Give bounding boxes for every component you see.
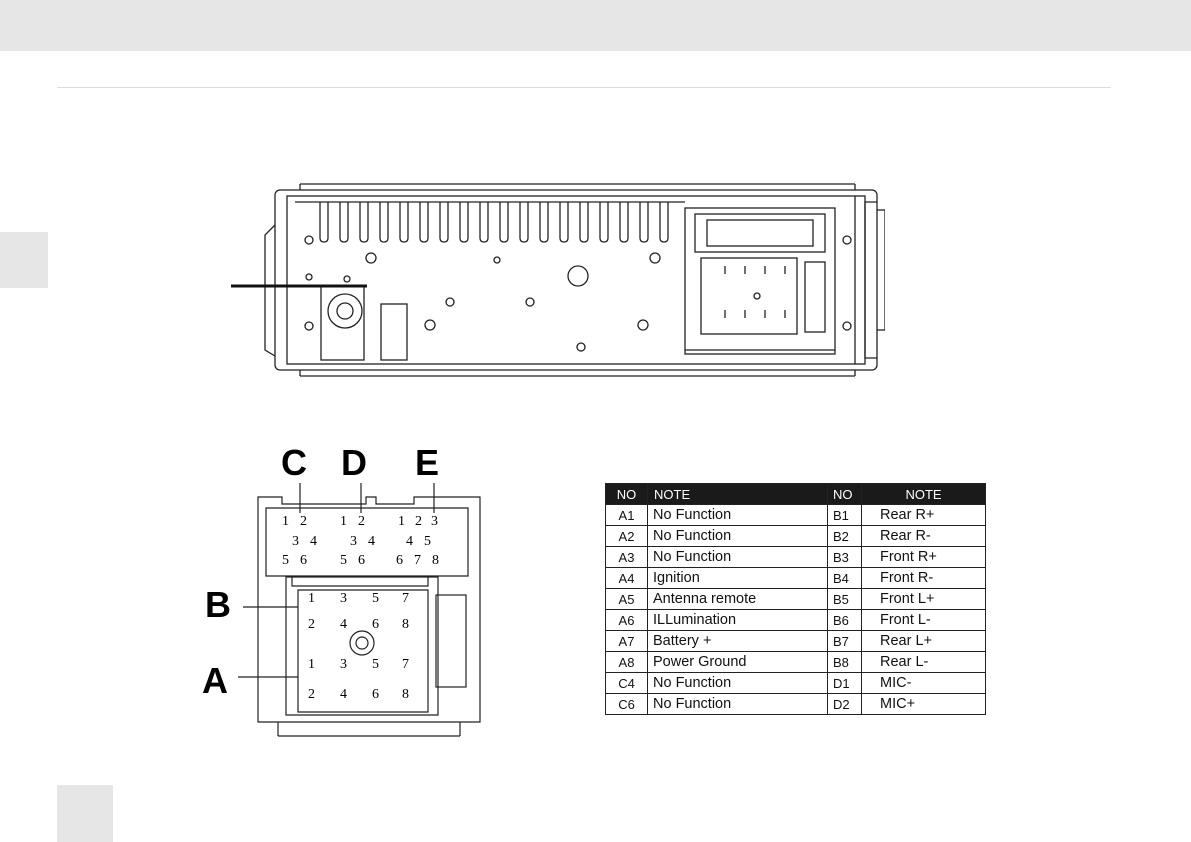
pin-no: D1 [828,673,862,694]
pin-note: Power Ground [648,652,828,673]
connector-label-e: E [415,442,440,483]
pin-number: 7 [402,591,409,606]
table-row [606,568,986,589]
pin-no: B6 [828,610,862,631]
pin-number: 4 [340,617,347,632]
pin-no: C6 [606,694,648,715]
pin-number: 6 [300,553,307,568]
pin-note: MIC- [862,673,986,694]
pin-number: 5 [282,553,289,568]
pin-note: Ignition [648,568,828,589]
pin-number: 1 [398,514,405,529]
pin-assignment-table [605,483,986,715]
pin-note: Rear L+ [862,631,986,652]
pin-number: 2 [300,514,307,529]
table-header-row [606,484,986,505]
pin-number: 5 [372,657,379,672]
pin-note: No Function [648,547,828,568]
pin-number: 8 [402,617,409,632]
pin-no: A6 [606,610,648,631]
table-row [606,610,986,631]
pin-note: ILLumination [648,610,828,631]
pin-no: A4 [606,568,648,589]
table-row [606,631,986,652]
pin-number: 3 [340,591,347,606]
pin-number: 4 [340,687,347,702]
pin-number: 3 [350,534,357,549]
pin-note: No Function [648,526,828,547]
pin-number: 1 [308,591,315,606]
pin-number: 2 [308,687,315,702]
table-row [606,694,986,715]
pin-no: A8 [606,652,648,673]
pin-note: No Function [648,505,828,526]
connector-label-d: D [341,442,367,483]
pin-number: 7 [414,553,421,568]
pin-note: MIC+ [862,694,986,715]
pin-number: 5 [372,591,379,606]
pin-number: 3 [431,514,438,529]
pin-number: 6 [396,553,403,568]
header-no: NO [828,484,862,505]
header-note: NOTE [648,484,828,505]
pin-number: 1 [282,514,289,529]
connector-label-c: C [281,442,307,483]
connector-label-a: A [202,660,228,701]
pin-no: B5 [828,589,862,610]
pin-note: No Function [648,673,828,694]
table-row [606,589,986,610]
pin-note: Rear R- [862,526,986,547]
table-row [606,505,986,526]
pin-number: 3 [292,534,299,549]
pin-number: 5 [340,553,347,568]
pin-note: Front L- [862,610,986,631]
pin-number: 1 [340,514,347,529]
connector-label-b: B [205,584,231,625]
page-corner-box [57,785,113,842]
pin-no: D2 [828,694,862,715]
side-tab [0,232,48,288]
pin-number: 8 [402,687,409,702]
pin-note: Rear L- [862,652,986,673]
pin-no: A7 [606,631,648,652]
pin-number: 2 [358,514,365,529]
pin-number: 7 [402,657,409,672]
pin-note: Front R+ [862,547,986,568]
pin-no: B8 [828,652,862,673]
pin-note: Front L+ [862,589,986,610]
pin-note: Rear R+ [862,505,986,526]
pin-number: 5 [424,534,431,549]
pin-no: A3 [606,547,648,568]
pin-number: 4 [310,534,317,549]
header-note: NOTE [862,484,986,505]
pin-number: 6 [372,617,379,632]
header-rule [57,87,1111,88]
unit-rear-view-diagram [225,180,885,380]
pin-number: 4 [368,534,375,549]
table-row [606,526,986,547]
pin-no: B3 [828,547,862,568]
pin-number: 4 [406,534,413,549]
header-band [0,0,1191,51]
table-row [606,652,986,673]
pin-no: B7 [828,631,862,652]
pin-note: Front R- [862,568,986,589]
pin-no: A2 [606,526,648,547]
pin-number: 1 [308,657,315,672]
pin-number: 2 [308,617,315,632]
pin-number: 8 [432,553,439,568]
pin-note: No Function [648,694,828,715]
pin-no: A5 [606,589,648,610]
header-no: NO [606,484,648,505]
table-row [606,547,986,568]
pin-note: Battery + [648,631,828,652]
table-row [606,673,986,694]
pin-no: B4 [828,568,862,589]
pin-number: 3 [340,657,347,672]
pin-no: C4 [606,673,648,694]
pin-number: 6 [372,687,379,702]
pin-no: A1 [606,505,648,526]
pin-no: B2 [828,526,862,547]
pin-number: 2 [415,514,422,529]
pin-no: B1 [828,505,862,526]
pin-number: 6 [358,553,365,568]
pin-note: Antenna remote [648,589,828,610]
